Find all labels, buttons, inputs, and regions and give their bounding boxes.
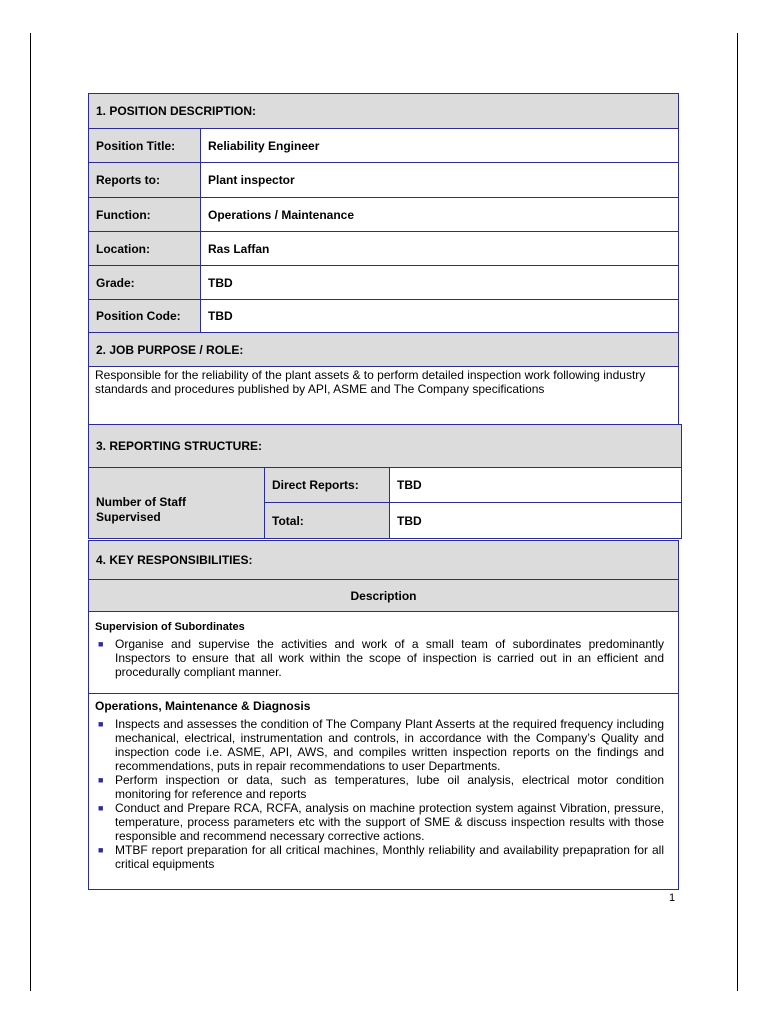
position-description-table	[88, 93, 679, 333]
page-margin-right	[737, 33, 738, 991]
description-column-header: Description	[89, 580, 678, 611]
job-purpose-text: Responsible for the reliability of the plant assets & to perform detailed inspection work following industry standards and procedures published by API, ASME and The Company specifications	[95, 368, 646, 396]
section1-heading: 1. POSITION DESCRIPTION:	[89, 94, 678, 128]
row-value: Operations / Maintenance	[208, 207, 355, 222]
supervision-list	[93, 637, 664, 679]
bullet-icon: ■	[98, 775, 104, 785]
row-label: Location:	[89, 232, 200, 265]
job-purpose-table	[88, 332, 679, 425]
bullet-icon: ■	[98, 719, 104, 729]
staff-supervised-label: Number of Staff Supervised	[89, 468, 264, 538]
bullet-icon: ■	[98, 639, 104, 649]
row-value: TBD	[208, 309, 233, 323]
row-label: Function:	[89, 198, 200, 231]
row-value: TBD	[208, 275, 233, 290]
direct-reports-value: TBD	[397, 478, 422, 492]
group-title-operations: Operations, Maintenance & Diagnosis	[95, 699, 311, 713]
bullet-icon: ■	[98, 803, 104, 813]
direct-reports-label: Direct Reports:	[265, 468, 389, 502]
section2-heading: 2. JOB PURPOSE / ROLE:	[89, 333, 678, 366]
list-item: ■ MTBF report preparation for all critical machines, Monthly reliability and availability prepapration for all critical equipments	[98, 843, 664, 871]
row-label: Reports to:	[89, 163, 200, 197]
page-number: 1	[669, 892, 676, 904]
section4-heading: 4. KEY RESPONSIBILITIES:	[89, 541, 678, 579]
row-label: Grade:	[89, 266, 200, 299]
total-label: Total:	[265, 503, 389, 538]
total-value: TBD	[397, 513, 422, 528]
list-item: ■ Perform inspection or data, such as temperatures, lube oil analysis, electrical motor condition monitoring for reference and reports	[98, 773, 664, 801]
row-label: Position Title:	[89, 129, 200, 162]
page-margin-left	[30, 33, 31, 991]
group-title-supervision: Supervision of Subordinates	[95, 621, 245, 633]
row-label: Position Code:	[89, 300, 200, 332]
list-item: ■ Inspects and assesses the condition of The Company Plant Asserts at the required frequency including mechanical, electrical, instrumentation and controls, in accordance with the Company’s Quality and inspection code i.e. ASME, API, AWS, and compiles written inspection reports on the findings and recommendations, puts in repair recommendations to user Departments.	[98, 717, 664, 773]
list-item: ■ Conduct and Prepare RCA, RCFA, analysis on machine protection system against Vibration, pressure, temperature, process parameters etc with the support of SME & discuss inspection results with those responsible and recommend necessary corrective actions.	[98, 801, 664, 843]
reporting-structure-table	[88, 424, 682, 539]
section3-heading: 3. REPORTING STRUCTURE:	[89, 425, 681, 467]
row-value: Plant inspector	[208, 173, 295, 187]
operations-list	[93, 717, 664, 871]
bullet-icon: ■	[98, 845, 104, 855]
row-value: Reliability Engineer	[208, 138, 320, 153]
row-value: Ras Laffan	[208, 241, 270, 256]
list-item: ■ Organise and supervise the activities and work of a small team of subordinates predominantly Inspectors to ensure that all work within the scope of inspection is carried out in an efficient and procedurally compliant manner.	[98, 637, 664, 679]
key-responsibilities-table	[88, 540, 679, 890]
